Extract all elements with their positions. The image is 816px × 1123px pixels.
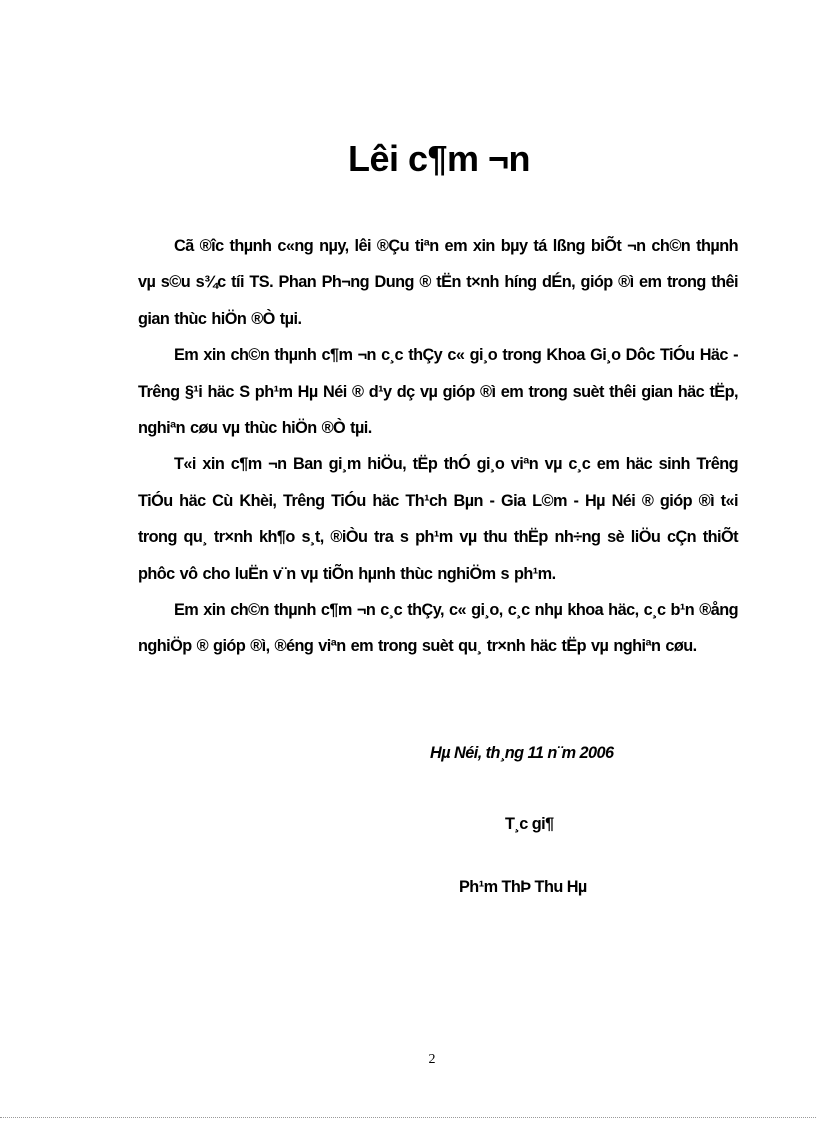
author-name: Ph¹m ThÞ Thu Hµ — [459, 878, 587, 896]
paragraph-4: Em xin ch©n thµnh c¶m ¬n c¸c thÇy, c« gi¸o, c¸c nhµ khoa häc, c¸c b¹n ®ång nghiÖp ® gióp ®ì, ®éng viªn em trong suèt qu¸ tr×nh häc tËp vµ nghiªn cøu. — [138, 601, 738, 656]
paragraph-3: T«i xin c¶m ¬n Ban gi¸m hiÖu, tËp thÓ gi¸o viªn vµ c¸c em häc sinh Trêng TiÓu häc Cù Khèi, Trêng TiÓu häc Th¹ch Bµn - Gia L©m - Hµ Néi ® gióp ®ì t«i trong qu¸ tr×nh kh¶o s¸t, ®iÒu tra s ph¹m vµ thu thËp nh÷ng sè liÖu cÇn thiÕt phôc vô cho luËn v¨n vµ tiÕn hµnh thùc nghiÖm s ph¹m. — [138, 455, 738, 583]
author-label: T¸c gi¶ — [505, 815, 554, 833]
paragraph-1: Cã ®îc thµnh c«ng nµy, lêi ®Çu tiªn em xin bµy tá lßng biÕt ¬n ch©n thµnh vµ s©u s¾c tíi TS. Phan Ph¬ng Dung ® tËn t×nh híng dÉn, gióp ®ì em trong thêi gian thùc hiÖn ®Ò tµi. — [138, 237, 738, 328]
paragraph-2: Em xin ch©n thµnh c¶m ¬n c¸c thÇy c« gi¸o trong Khoa Gi¸o Dôc TiÓu Häc - Trêng §¹i häc S ph¹m Hµ Néi ® d¹y dç vµ gióp ®ì em trong suèt thêi gian häc tËp, nghiªn cøu vµ thùc hiÖn ®Ò tµi. — [138, 346, 738, 438]
page-title: Lêi c¶m ¬n — [347, 138, 531, 179]
acknowledgement-body — [138, 228, 738, 665]
date-line: Hµ Néi, th¸ng 11 n¨m 2006 — [430, 744, 614, 762]
page-bottom-border — [0, 1117, 816, 1118]
page-number: 2 — [428, 1052, 436, 1067]
